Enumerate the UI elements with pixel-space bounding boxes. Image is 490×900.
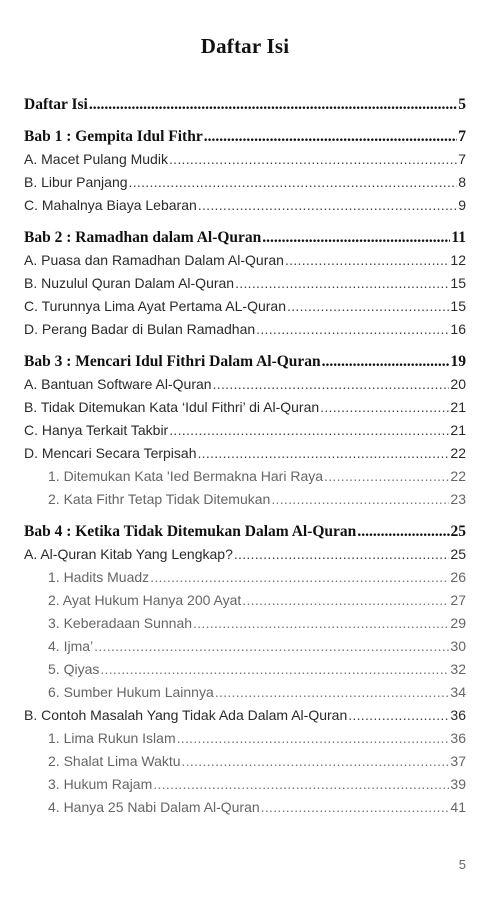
toc-subsection-entry[interactable] [24,750,466,773]
toc-entry-label: 2. Ayat Hukum Hanya 200 Ayat [48,592,242,608]
toc-entry-page: 27 [450,592,466,608]
toc-entry-page: 32 [450,661,466,677]
dot-leader [287,295,449,318]
toc-section-entry[interactable] [24,373,466,396]
dot-leader [242,589,449,612]
toc-chapter-entry[interactable] [24,94,466,116]
toc-chapter-entry[interactable] [24,351,466,373]
toc-entry-label: C. Turunnya Lima Ayat Pertama AL-Quran [24,298,286,314]
toc-subsection-entry[interactable] [24,658,466,681]
toc-subsection-entry[interactable] [24,773,466,796]
toc-entry-label: B. Libur Panjang [24,174,128,190]
dot-leader [357,521,449,543]
toc-entry-label: A. Bantuan Software Al-Quran [24,376,212,392]
toc-entry-page: 15 [450,298,466,314]
toc-entry-page: 29 [450,615,466,631]
toc-entry-label: 2. Shalat Lima Waktu [48,753,181,769]
toc-entry-label: 3. Keberadaan Sunnah [48,615,193,631]
toc-section-entry[interactable] [24,194,466,217]
toc-entry-label: 5. Qiyas [48,661,100,677]
dot-leader [271,488,449,511]
toc-entry-label: 2. Kata Fithr Tetap Tidak Ditemukan [48,491,271,507]
toc-section-entry[interactable] [24,249,466,272]
toc-subsection-entry[interactable] [24,488,466,511]
toc-entry-label: 3. Hukum Rajam [48,776,153,792]
toc-entry-label: 1. Lima Rukun Islam [48,730,176,746]
toc-entry-page: 7 [458,151,466,167]
toc-entry-label: 1. Ditemukan Kata 'Ied Bermakna Hari Raya [48,468,324,484]
toc-entry-label: B. Contoh Masalah Yang Tidak Ada Dalam Al-Quran [24,707,348,723]
toc-entry-label: D. Perang Badar di Bulan Ramadhan [24,321,256,337]
dot-leader [193,612,449,635]
toc-chapter-entry[interactable] [24,227,466,249]
toc-entry-page: 21 [450,399,466,415]
toc-entry-label: C. Mahalnya Biaya Lebaran [24,197,197,213]
toc-entry-label: C. Hanya Terkait Takbir [24,422,169,438]
toc-entry-page: 39 [450,776,466,792]
toc-entry-page: 19 [450,353,466,370]
dot-leader [348,704,449,727]
toc-entry-page: 36 [450,707,466,723]
toc-entry-label: 6. Sumber Hukum Lainnya [48,684,214,700]
dot-leader [215,681,450,704]
dot-leader [204,126,458,148]
toc-section-entry[interactable] [24,704,466,727]
toc-section-entry[interactable] [24,272,466,295]
dot-leader [285,249,449,272]
toc-chapter-entry[interactable] [24,521,466,543]
toc-section-entry[interactable] [24,295,466,318]
toc-entry-page: 22 [450,445,466,461]
dot-leader [262,227,450,249]
toc-entry-page: 41 [450,799,466,815]
toc-entry-label: B. Tidak Ditemukan Kata ‘Idul Fithri’ di Al-Quran [24,399,320,415]
dot-leader [322,351,450,373]
dot-leader [235,272,449,295]
toc-subsection-entry[interactable] [24,465,466,488]
toc-entry-label: A. Al-Quran Kitab Yang Lengkap? [24,546,233,562]
dot-leader [89,94,457,116]
toc-entry-label: 1. Hadits Muadz [48,569,150,585]
dot-leader [213,373,450,396]
toc-entry-label: Daftar Isi [24,96,88,113]
dot-leader [320,396,449,419]
toc-section-entry[interactable] [24,318,466,341]
toc-entry-page: 25 [450,546,466,562]
dot-leader [150,566,449,589]
toc-subsection-entry[interactable] [24,681,466,704]
toc-entry-page: 21 [450,422,466,438]
toc-section-entry[interactable] [24,442,466,465]
toc-subsection-entry[interactable] [24,566,466,589]
table-of-contents [24,94,466,819]
dot-leader [169,419,449,442]
toc-entry-page: 26 [450,569,466,585]
toc-entry-label: 4. Ijma’ [48,638,94,654]
toc-entry-label: Bab 3 : Mencari Idul Fithri Dalam Al-Quran [24,353,321,370]
toc-section-entry[interactable] [24,543,466,566]
toc-entry-page: 7 [458,128,466,145]
toc-subsection-entry[interactable] [24,635,466,658]
toc-entry-page: 30 [450,638,466,654]
toc-entry-page: 8 [458,174,466,190]
toc-entry-page: 16 [450,321,466,337]
toc-entry-label: Bab 1 : Gempita Idul Fithr [24,128,203,145]
toc-entry-page: 37 [450,753,466,769]
toc-section-entry[interactable] [24,171,466,194]
toc-entry-label: A. Puasa dan Ramadhan Dalam Al-Quran [24,252,284,268]
dot-leader [197,442,449,465]
toc-entry-label: Bab 4 : Ketika Tidak Ditemukan Dalam Al-Quran [24,523,357,540]
toc-section-entry[interactable] [24,419,466,442]
toc-subsection-entry[interactable] [24,612,466,635]
toc-entry-label: A. Macet Pulang Mudik [24,151,168,167]
dot-leader [198,194,457,217]
toc-section-entry[interactable] [24,148,466,171]
page-number: 5 [458,857,466,872]
toc-entry-page: 36 [450,730,466,746]
dot-leader [153,773,449,796]
toc-entry-page: 23 [450,491,466,507]
toc-entry-page: 12 [450,252,466,268]
dot-leader [182,750,450,773]
toc-entry-page: 5 [458,96,466,113]
dot-leader [129,171,458,194]
toc-entry-page: 34 [450,684,466,700]
dot-leader [169,148,457,171]
toc-entry-page: 25 [450,523,466,540]
dot-leader [261,796,450,819]
toc-entry-page: 11 [451,229,466,246]
dot-leader [324,465,449,488]
toc-entry-label: B. Nuzulul Quran Dalam Al-Quran [24,275,235,291]
toc-entry-page: 20 [450,376,466,392]
toc-subsection-entry[interactable] [24,589,466,612]
toc-entry-page: 15 [450,275,466,291]
toc-entry-label: D. Mencari Secara Terpisah [24,445,197,461]
toc-chapter-entry[interactable] [24,126,466,148]
dot-leader [256,318,449,341]
toc-subsection-entry[interactable] [24,796,466,819]
toc-section-entry[interactable] [24,396,466,419]
dot-leader [177,727,450,750]
page-title: Daftar Isi [200,34,290,58]
toc-entry-page: 9 [458,197,466,213]
toc-subsection-entry[interactable] [24,727,466,750]
dot-leader [234,543,450,566]
toc-entry-label: Bab 2 : Ramadhan dalam Al-Quran [24,229,262,246]
toc-entry-page: 22 [450,468,466,484]
toc-entry-label: 4. Hanya 25 Nabi Dalam Al-Quran [48,799,260,815]
dot-leader [100,658,449,681]
dot-leader [94,635,449,658]
